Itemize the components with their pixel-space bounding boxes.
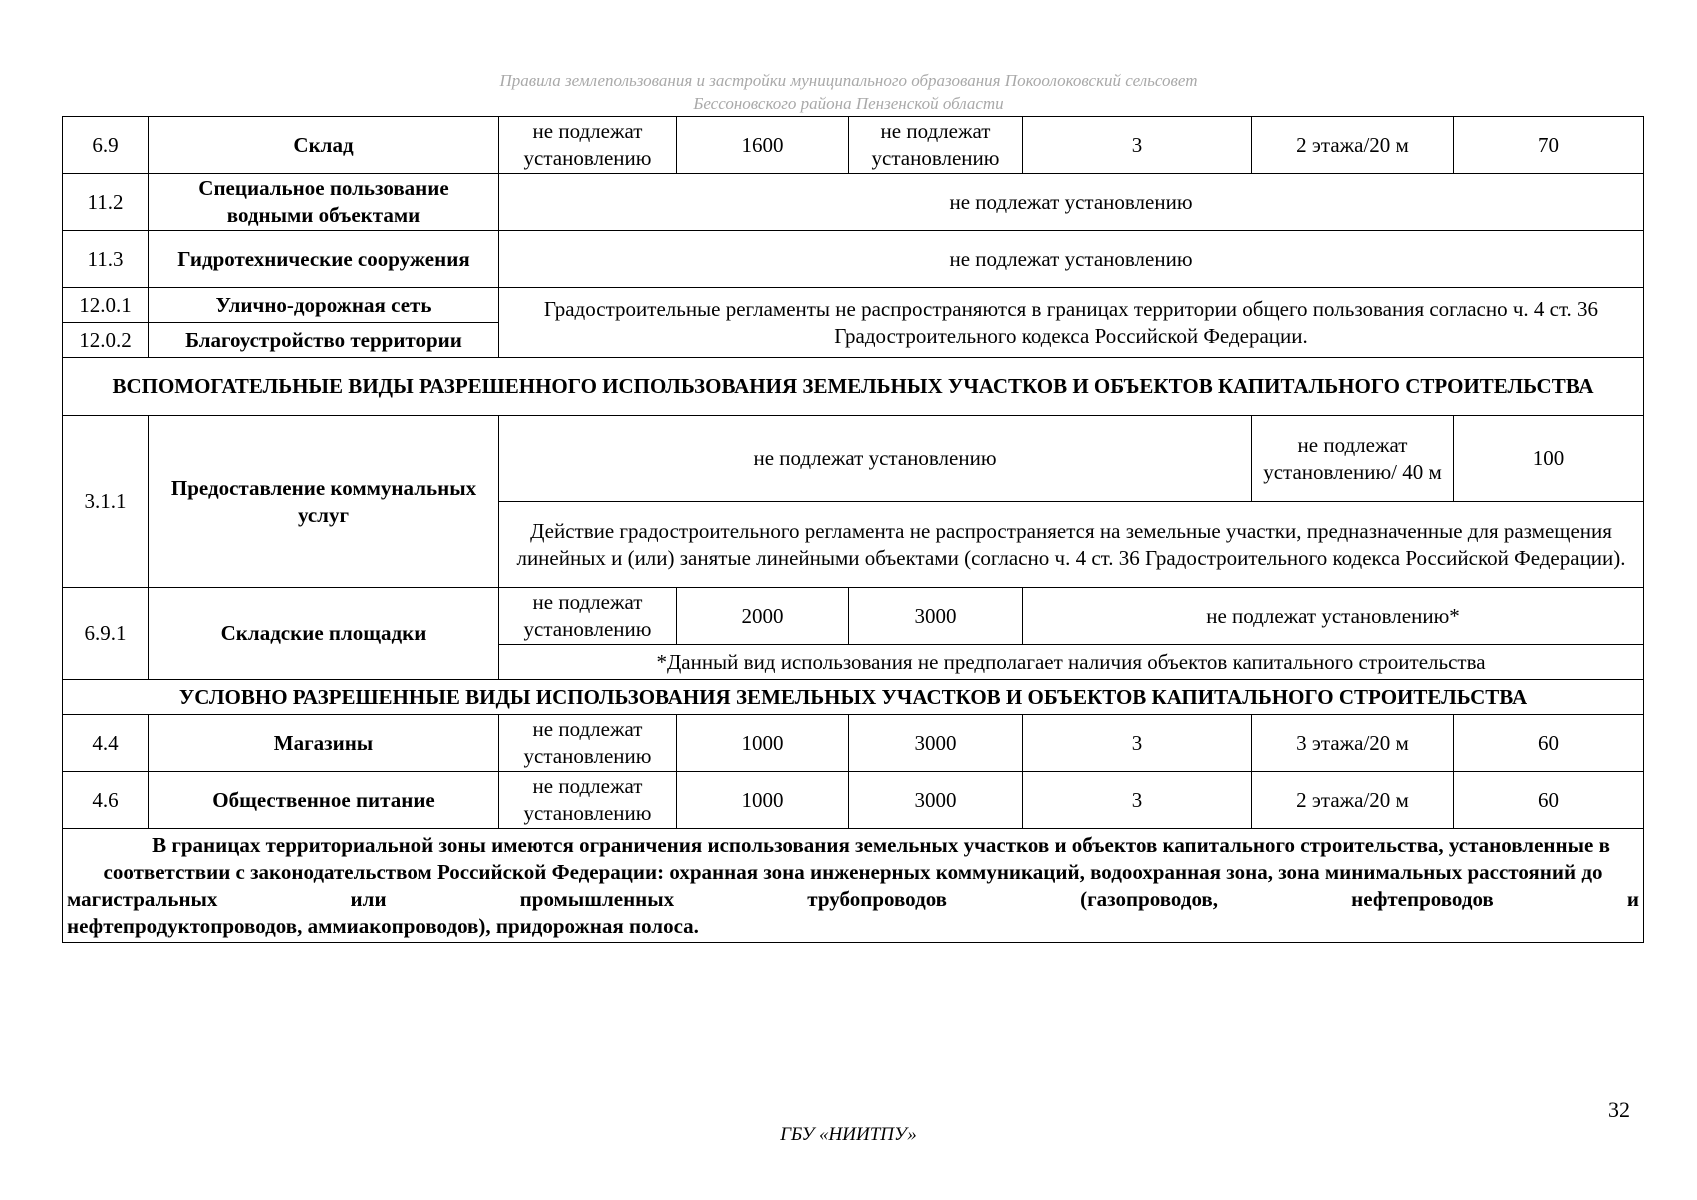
row-name: Склад — [149, 117, 499, 174]
cell-value: 2 этажа/20 м — [1252, 117, 1454, 174]
row-name: Предоставление коммунальных услуг — [149, 416, 499, 588]
page-footer: ГБУ «НИИТПУ» — [780, 1124, 917, 1145]
running-header-line-2: Бессоновского района Пензенской области — [693, 94, 1004, 113]
merged-value-cell: не подлежат установлению — [499, 174, 1644, 231]
row-code: 12.0.2 — [63, 323, 149, 358]
restrictions-note-text: В границах территориальной зоны имеются ограничения использования земельных участков и объектов капитального строительства, установленные в соответствии с законодательством Российской Федерации: охранная зона инженерных коммуникаций, водоохранная зона, зона минимальных расстояний до магистральных или промышленных трубопроводов (газопроводов, нефтепроводов и — [67, 832, 1639, 911]
row-code: 11.2 — [63, 174, 149, 231]
row-name: Магазины — [149, 715, 499, 772]
section-heading-auxiliary: ВСПОМОГАТЕЛЬНЫЕ ВИДЫ РАЗРЕШЕННОГО ИСПОЛЬЗОВАНИЯ ЗЕМЕЛЬНЫХ УЧАСТКОВ И ОБЪЕКТОВ КАПИТАЛЬНОГО СТРОИТЕЛЬСТВА — [63, 358, 1644, 416]
cell-value: 3 этажа/20 м — [1252, 715, 1454, 772]
row-name: Улично-дорожная сеть — [149, 288, 499, 323]
regulations-table — [62, 116, 1644, 943]
cell-value: не подлежат установлению — [849, 117, 1023, 174]
table-row — [63, 174, 1644, 231]
regulation-note: Действие градостроительного регламента не распространяется на земельные участки, предназначенные для размещения линейных и (или) занятые линейными объектами (согласно ч. 4 ст. 36 Градостроительного кодекса Российской Федерации). — [499, 502, 1644, 588]
regulation-note: *Данный вид использования не предполагает наличия объектов капитального строительства — [499, 645, 1644, 680]
merged-value-cell: не подлежат установлению — [499, 416, 1252, 502]
section-heading-conditional: УСЛОВНО РАЗРЕШЕННЫЕ ВИДЫ ИСПОЛЬЗОВАНИЯ ЗЕМЕЛЬНЫХ УЧАСТКОВ И ОБЪЕКТОВ КАПИТАЛЬНОГО СТРОИТЕЛЬСТВА — [63, 680, 1644, 715]
table-row — [63, 772, 1644, 829]
running-header-line-1: Правила землепользования и застройки муниципального образования Покоолоковский сельсовет — [499, 71, 1198, 90]
row-name: Благоустройство территории — [149, 323, 499, 358]
cell-value: 60 — [1454, 715, 1644, 772]
row-name: Складские площадки — [149, 588, 499, 680]
table-row — [63, 715, 1644, 772]
restrictions-note-last-line: нефтепродуктопроводов, аммиакопроводов), придорожная полоса. — [67, 913, 699, 938]
row-code: 3.1.1 — [63, 416, 149, 588]
merged-value-cell: не подлежат установлению — [499, 231, 1644, 288]
cell-value: 2 этажа/20 м — [1252, 772, 1454, 829]
row-code: 6.9 — [63, 117, 149, 174]
cell-value: 1600 — [677, 117, 849, 174]
table-row — [63, 416, 1644, 502]
section-heading-row — [63, 680, 1644, 715]
row-code: 4.4 — [63, 715, 149, 772]
cell-value: 70 — [1454, 117, 1644, 174]
restrictions-note-row — [63, 829, 1644, 943]
cell-value: не подлежат установлению — [499, 715, 677, 772]
cell-value: 1000 — [677, 772, 849, 829]
cell-value: 1000 — [677, 715, 849, 772]
row-code: 6.9.1 — [63, 588, 149, 680]
row-name: Специальное пользование водными объектами — [149, 174, 499, 231]
row-name: Общественное питание — [149, 772, 499, 829]
cell-value: 3000 — [849, 588, 1023, 645]
cell-value: не подлежат установлению — [499, 117, 677, 174]
cell-value: 100 — [1454, 416, 1644, 502]
page-number: 32 — [1608, 1097, 1630, 1122]
restrictions-note — [63, 829, 1644, 943]
row-code: 11.3 — [63, 231, 149, 288]
table-row — [63, 588, 1644, 645]
cell-value: 3000 — [849, 772, 1023, 829]
section-heading-row — [63, 358, 1644, 416]
table-row — [63, 117, 1644, 174]
row-code: 4.6 — [63, 772, 149, 829]
cell-value: 3 — [1023, 715, 1252, 772]
table-row — [63, 288, 1644, 323]
regulation-note: Градостроительные регламенты не распространяются в границах территории общего пользования согласно ч. 4 ст. 36 Градостроительного кодекса Российской Федерации. — [499, 288, 1644, 358]
cell-value: 60 — [1454, 772, 1644, 829]
cell-value: 3000 — [849, 715, 1023, 772]
merged-value-cell: не подлежат установлению* — [1023, 588, 1644, 645]
row-code: 12.0.1 — [63, 288, 149, 323]
cell-value: 3 — [1023, 117, 1252, 174]
cell-value: не подлежат установлению/ 40 м — [1252, 416, 1454, 502]
row-name: Гидротехнические сооружения — [149, 231, 499, 288]
cell-value: 2000 — [677, 588, 849, 645]
table-row — [63, 231, 1644, 288]
cell-value: 3 — [1023, 772, 1252, 829]
cell-value: не подлежат установлению — [499, 588, 677, 645]
cell-value: не подлежат установлению — [499, 772, 677, 829]
